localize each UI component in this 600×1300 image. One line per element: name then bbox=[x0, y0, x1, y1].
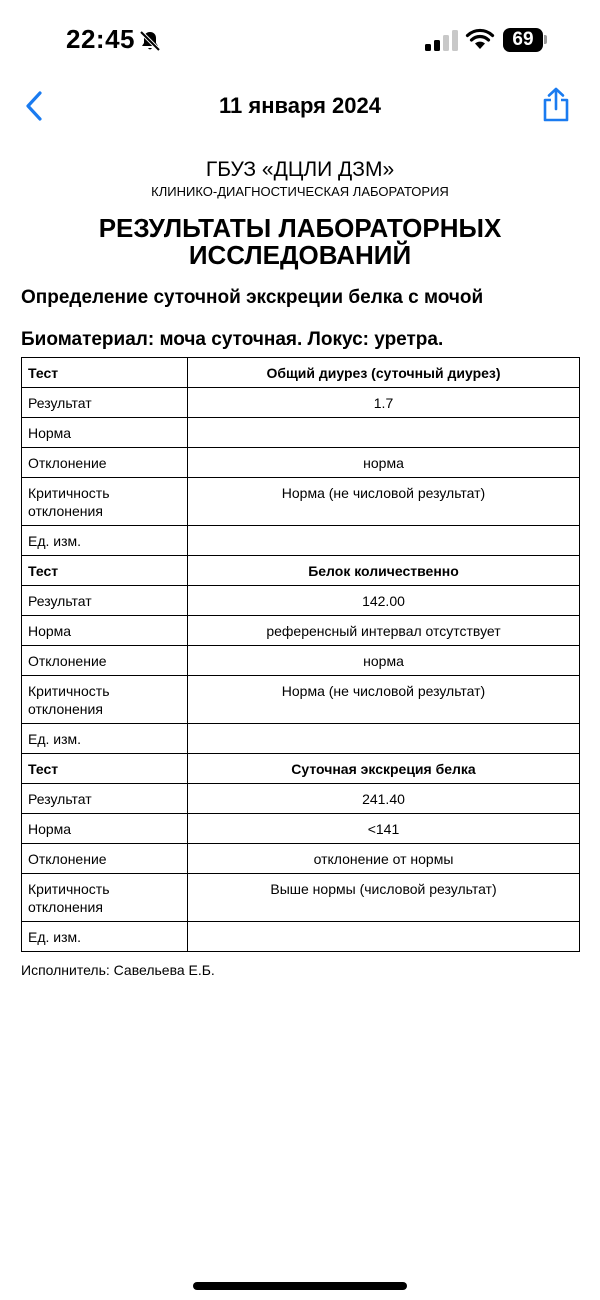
section-title: Определение суточной экскреции белка с мочой bbox=[21, 287, 484, 308]
result-label: Результат bbox=[22, 388, 188, 418]
result-label: Результат bbox=[22, 784, 188, 814]
criticality-label-line2: отклонения bbox=[28, 899, 103, 915]
unit-row bbox=[22, 526, 580, 556]
unit-value bbox=[188, 724, 580, 754]
document-title-line2: ИССЛЕДОВАНИЙ bbox=[188, 240, 412, 270]
criticality-row bbox=[22, 676, 580, 724]
criticality-label-line2: отклонения bbox=[28, 701, 103, 717]
criticality-label-line1: Критичность bbox=[28, 485, 110, 501]
norm-label: Норма bbox=[22, 616, 188, 646]
test-header-row bbox=[22, 754, 580, 784]
test-header-label: Тест bbox=[22, 754, 188, 784]
deviation-value: норма bbox=[188, 646, 580, 676]
unit-label: Ед. изм. bbox=[22, 724, 188, 754]
home-indicator[interactable] bbox=[193, 1282, 407, 1290]
unit-row bbox=[22, 922, 580, 952]
criticality-label-line1: Критичность bbox=[28, 683, 110, 699]
criticality-label bbox=[22, 478, 188, 526]
battery-cap bbox=[544, 35, 547, 44]
bell-muted-icon bbox=[138, 29, 162, 53]
norm-row bbox=[22, 616, 580, 646]
results-table bbox=[21, 357, 580, 952]
deviation-value: отклонение от нормы bbox=[188, 844, 580, 874]
criticality-label-line1: Критичность bbox=[28, 881, 110, 897]
norm-row bbox=[22, 814, 580, 844]
criticality-row bbox=[22, 874, 580, 922]
norm-value bbox=[188, 418, 580, 448]
document-title bbox=[40, 215, 560, 269]
unit-value bbox=[188, 526, 580, 556]
unit-label: Ед. изм. bbox=[22, 526, 188, 556]
criticality-value: Норма (не числовой результат) bbox=[188, 478, 580, 526]
test-name: Суточная экскреция белка bbox=[188, 754, 580, 784]
executor: Исполнитель: Савельева Е.Б. bbox=[21, 962, 215, 978]
criticality-row bbox=[22, 478, 580, 526]
result-row bbox=[22, 586, 580, 616]
lab-name: КЛИНИКО-ДИАГНОСТИЧЕСКАЯ ЛАБОРАТОРИЯ bbox=[151, 184, 449, 199]
deviation-row bbox=[22, 844, 580, 874]
norm-row bbox=[22, 418, 580, 448]
wifi-icon bbox=[465, 27, 495, 51]
result-label: Результат bbox=[22, 586, 188, 616]
deviation-label: Отклонение bbox=[22, 844, 188, 874]
criticality-label-line2: отклонения bbox=[28, 503, 103, 519]
norm-label: Норма bbox=[22, 814, 188, 844]
deviation-row bbox=[22, 448, 580, 478]
deviation-value: норма bbox=[188, 448, 580, 478]
result-row bbox=[22, 784, 580, 814]
unit-label: Ед. изм. bbox=[22, 922, 188, 952]
test-header-row bbox=[22, 556, 580, 586]
result-value: 241.40 bbox=[188, 784, 580, 814]
org-name: ГБУЗ «ДЦЛИ ДЗМ» bbox=[205, 158, 395, 181]
nav-title: 11 января 2024 bbox=[218, 93, 381, 118]
biomaterial-info: Биоматериал: моча суточная. Локус: уретра. bbox=[21, 329, 444, 350]
norm-value: <141 bbox=[188, 814, 580, 844]
deviation-row bbox=[22, 646, 580, 676]
test-header-label: Тест bbox=[22, 358, 188, 388]
norm-label: Норма bbox=[22, 418, 188, 448]
document-title-line1: РЕЗУЛЬТАТЫ ЛАБОРАТОРНЫХ bbox=[98, 213, 502, 243]
result-value: 1.7 bbox=[188, 388, 580, 418]
test-header-label: Тест bbox=[22, 556, 188, 586]
test-name: Белок количественно bbox=[188, 556, 580, 586]
status-bar bbox=[0, 0, 600, 80]
deviation-label: Отклонение bbox=[22, 646, 188, 676]
test-name: Общий диурез (суточный диурез) bbox=[188, 358, 580, 388]
norm-value: референсный интервал отсутствует bbox=[188, 616, 580, 646]
criticality-value: Норма (не числовой результат) bbox=[188, 676, 580, 724]
result-value: 142.00 bbox=[188, 586, 580, 616]
result-row bbox=[22, 388, 580, 418]
unit-value bbox=[188, 922, 580, 952]
status-time: 22:45 bbox=[66, 24, 135, 54]
battery-indicator: 69 bbox=[503, 28, 543, 52]
cellular-signal-icon bbox=[424, 30, 458, 52]
criticality-value: Выше нормы (числовой результат) bbox=[188, 874, 580, 922]
test-header-row bbox=[22, 358, 580, 388]
unit-row bbox=[22, 724, 580, 754]
deviation-label: Отклонение bbox=[22, 448, 188, 478]
criticality-label bbox=[22, 676, 188, 724]
share-icon[interactable] bbox=[540, 86, 572, 124]
criticality-label bbox=[22, 874, 188, 922]
